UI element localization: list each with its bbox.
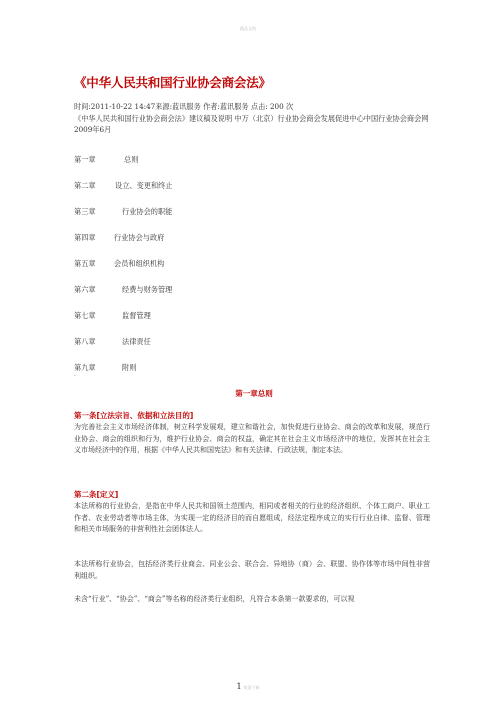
page-header-mark: 精品文档 [240, 26, 256, 31]
toc-chapter-num: 第二章 [74, 181, 96, 190]
article-2-heading: 第二条[定义] [74, 490, 119, 499]
page-number: 1 [236, 682, 242, 691]
toc-chapter-name: 法律责任 [122, 337, 151, 346]
toc-chapter-num: 第五章 [74, 259, 96, 268]
toc-chapter-num: 第六章 [74, 285, 96, 294]
toc-item [74, 285, 374, 295]
toc-chapter-name: 总则 [124, 155, 139, 164]
toc-chapter-name: 行业协会与政府 [114, 233, 165, 242]
toc-item [74, 233, 374, 243]
page-footer [0, 682, 496, 691]
meta-line-time-source: 时间:2011-10-22 14:47来源:蓝讯服务 作者:蓝讯服务 点击: 200 次 [74, 102, 294, 111]
toc-chapter-num: 第八章 [74, 337, 96, 346]
toc-chapter-num: 第一章 [74, 155, 96, 164]
article-2-paragraph-2: 本法所称行业协会，包括经济类行业商会、同业公会、联合会、异地协（商）会、联盟、协作体等市场中间性非营利组织。 [74, 560, 430, 580]
document-title: 《中华人民共和国行业协会商会法》 [74, 75, 271, 90]
meta-line-draft-info: 《中华人民共和国行业协会商会法》建议稿及说明 中万（北京）行业协会商会发展促进中心中国行业协会商会网 2009年6月 [74, 113, 429, 134]
chapter-heading: 第一章总则 [235, 389, 273, 398]
toc-chapter-name: 经费与财务管理 [122, 285, 173, 294]
toc-chapter-name: 设立、变更和终止 [115, 181, 173, 190]
toc-chapter-num: 第七章 [74, 311, 96, 320]
separator-dot: . [74, 371, 76, 378]
toc-chapter-name: 监督管理 [122, 311, 151, 320]
footer-mark: 欢迎下载 [243, 685, 260, 690]
toc-chapter-name: 行业协会的职能 [122, 207, 173, 216]
toc-chapter-name: 附则 [122, 363, 137, 372]
toc-item [74, 259, 374, 269]
toc-item [74, 181, 374, 191]
toc-item [74, 311, 374, 321]
toc-item [74, 337, 374, 347]
article-1-heading: 第一条[立法宗旨、依据和立法目的] [74, 411, 194, 420]
toc-chapter-num: 第九章 [74, 363, 96, 372]
toc-item [74, 363, 374, 373]
toc-chapter-num: 第三章 [74, 207, 96, 216]
toc-item [74, 155, 374, 165]
toc-chapter-name: 会员和组织机构 [114, 259, 165, 268]
document-meta [74, 101, 434, 136]
article-2-paragraph-3: 未含“行业”、“协会”、“商会”等名称的经济类行业组织，凡符合本条第一款要求的，可以视 [74, 595, 355, 603]
toc-item [74, 207, 374, 217]
article-1-text: 为完善社会主义市场经济体制，树立科学发展观，建立和谐社会，加快促进行业协会、商会的改革和发展，规范行业协会、商会的组织和行为，维护行业协会、商会的权益，确定其在社会主义市场经济中的地位，发挥其在社会主义市场经济中的作用，根据《中华人民共和国宪法》和有关法律、行政法规，制定本法。 [74, 423, 430, 455]
toc-chapter-num: 第四章 [74, 233, 96, 242]
article-2-paragraph-1: 本法所称的行业协会，是指在中华人民共和国领土范围内，相同或者相关的行业的经济组织、个体工商户、职业工作者、农业劳动者等市场主体，为实现一定的经济目的而自愿组成，经法定程序成立的实行行业自律、监督、管理和相关市场服务的非营利性社会团体法人。 [74, 502, 430, 534]
